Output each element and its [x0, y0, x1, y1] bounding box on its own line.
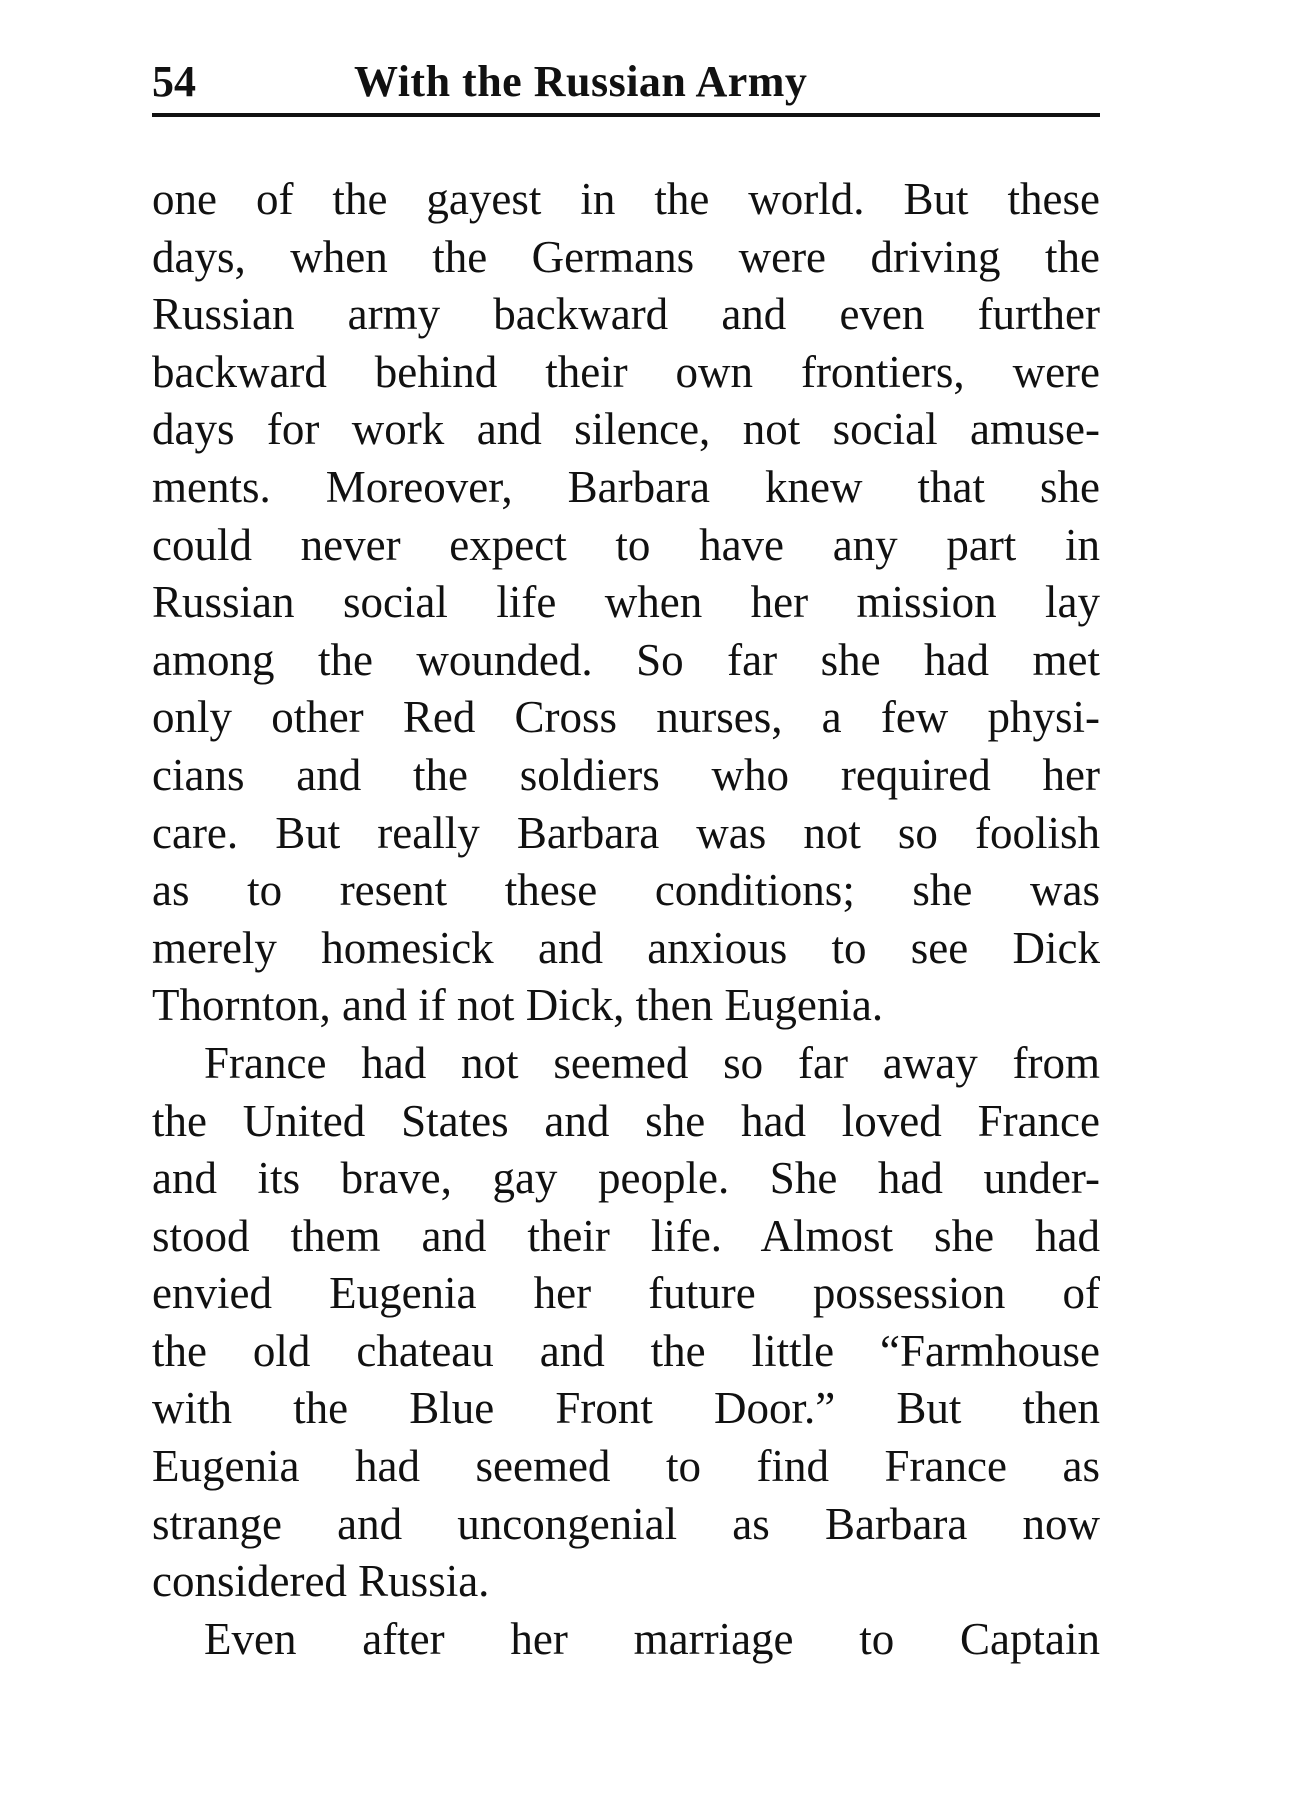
text-line: ments. Moreover, Barbara knew that she: [152, 461, 1100, 512]
text-line: and its brave, gay people. She had under-: [152, 1153, 1100, 1204]
text-line: days, when the Germans were driving the: [152, 231, 1100, 282]
text-line: the United States and she had loved France: [152, 1095, 1100, 1146]
text-line: the old chateau and the little “Farmhouse: [152, 1325, 1100, 1376]
text-line: cians and the soldiers who required her: [152, 749, 1100, 800]
text-line: with the Blue Front Door.” But then: [152, 1383, 1100, 1434]
text-line: Thornton, and if not Dick, then Eugenia.: [152, 980, 884, 1031]
running-head: [152, 52, 1100, 112]
text-line: envied Eugenia her future possession of: [152, 1268, 1100, 1319]
text-line: days for work and silence, not social amuse-: [152, 404, 1100, 455]
header-rule: [152, 113, 1100, 117]
text-line: only other Red Cross nurses, a few physi-: [152, 692, 1100, 743]
body-text: [152, 171, 1100, 1668]
text-line: among the wounded. So far she had met: [152, 634, 1100, 685]
text-line: stood them and their life. Almost she had: [152, 1210, 1100, 1261]
text-line: Eugenia had seemed to find France as: [152, 1441, 1100, 1492]
text-line: Russian army backward and even further: [152, 289, 1100, 340]
page-number: 54: [152, 57, 196, 106]
text-line: backward behind their own frontiers, were: [152, 346, 1100, 397]
running-title: With the Russian Army: [354, 57, 808, 106]
text-line: merely homesick and anxious to see Dick: [152, 922, 1100, 973]
text-line: care. But really Barbara was not so foolish: [152, 807, 1100, 858]
text-line: could never expect to have any part in: [152, 519, 1100, 570]
text-line: one of the gayest in the world. But these: [152, 174, 1100, 224]
text-line: strange and uncongenial as Barbara now: [152, 1498, 1100, 1549]
text-line: Russian social life when her mission lay: [152, 577, 1100, 628]
text-line: as to resent these conditions; she was: [152, 865, 1100, 916]
text-line: considered Russia.: [152, 1556, 490, 1607]
text-line: Even after her marriage to Captain: [204, 1613, 1100, 1664]
text-line: France had not seemed so far away from: [204, 1037, 1100, 1088]
